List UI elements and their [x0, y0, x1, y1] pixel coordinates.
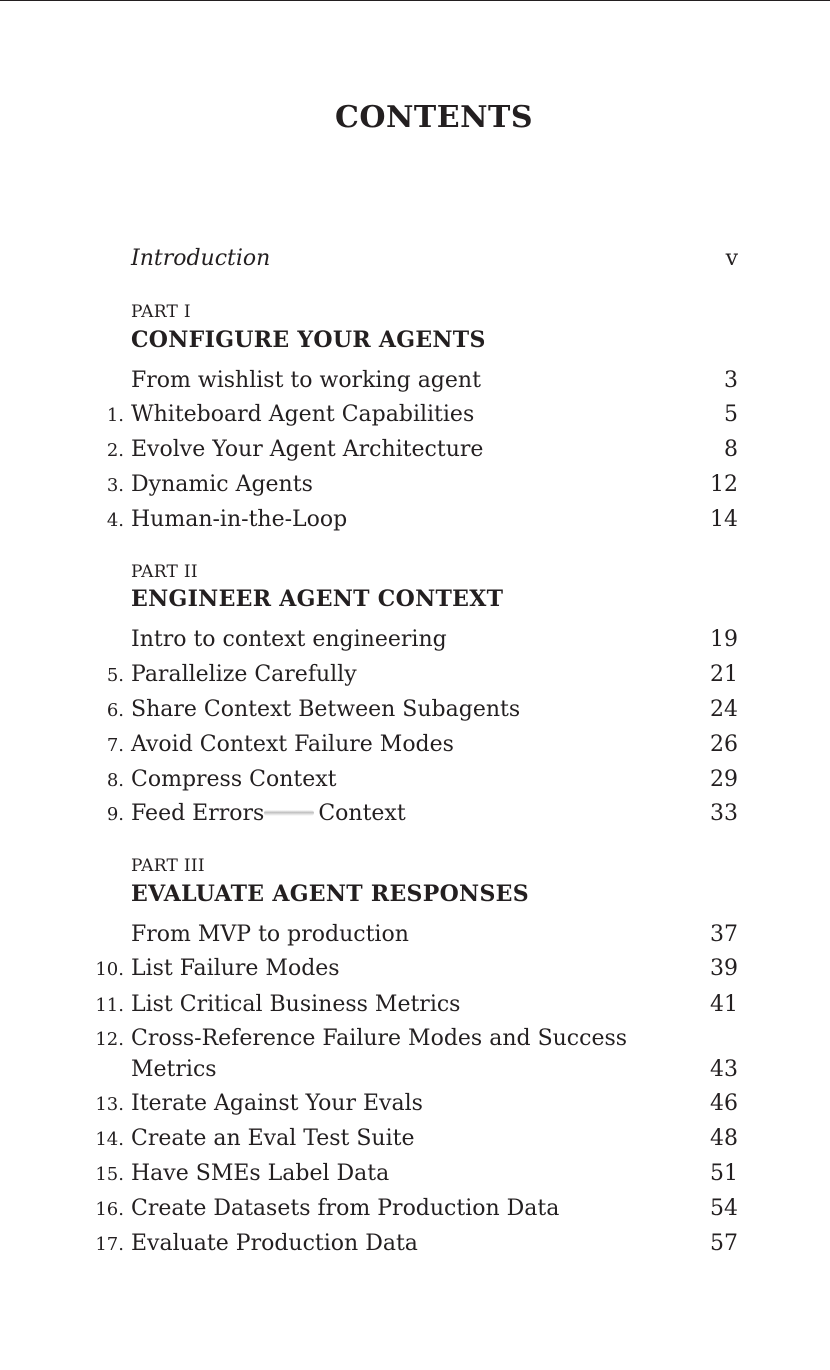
toc-entry-part-intro[interactable] — [0, 918, 830, 952]
toc-entry-page: 54 — [710, 1196, 738, 1221]
toc-entry-page: 48 — [710, 1126, 738, 1151]
toc-entry-label: Share Context Between Subagents — [131, 697, 521, 722]
toc-entry-chapter[interactable] — [0, 1192, 830, 1226]
toc-entry-chapter[interactable] — [0, 952, 830, 986]
chapter-number: 8. — [106, 770, 124, 791]
toc-entry-chapter[interactable] — [0, 1122, 830, 1156]
toc-entry-page: 51 — [710, 1161, 738, 1186]
chapter-number: 3. — [106, 475, 124, 496]
toc-entry-page: 24 — [710, 697, 738, 722]
toc-entry-chapter[interactable] — [0, 763, 830, 797]
toc-entry-page: 43 — [710, 1057, 738, 1082]
toc-entry-page: 57 — [710, 1231, 738, 1256]
toc-entry-part-intro[interactable] — [0, 364, 830, 398]
chapter-number: 5. — [106, 665, 124, 686]
toc-entry-label: Create Datasets from Production Data — [131, 1196, 560, 1221]
chapter-number: 15. — [95, 1164, 124, 1185]
toc-entry-chapter[interactable] — [0, 503, 830, 537]
chapter-number: 12. — [95, 1029, 124, 1050]
chapter-number: 1. — [106, 405, 124, 426]
toc-entry-label: Human-in-the-Loop — [131, 507, 348, 532]
toc-entry-label: Parallelize Carefully — [131, 662, 357, 687]
toc-entry-label: Evolve Your Agent Architecture — [131, 437, 484, 462]
toc-entry-page: 5 — [724, 402, 738, 427]
toc-entry-label: From MVP to production — [131, 922, 409, 947]
toc-entry-page: 29 — [710, 767, 738, 792]
chapter-number: 2. — [106, 440, 124, 461]
toc-entry-page: 12 — [710, 472, 738, 497]
chapter-number: 17. — [95, 1234, 124, 1255]
toc-entry-chapter[interactable] — [0, 398, 830, 432]
chapter-number: 14. — [95, 1129, 124, 1150]
toc-entry-page: 3 — [724, 368, 738, 393]
toc-entry-page: 21 — [710, 662, 738, 687]
toc-entry-chapter[interactable] — [0, 658, 830, 692]
toc-entry-label-start: Feed Errors — [131, 801, 265, 826]
toc-entry-label: Whiteboard Agent Capabilities — [131, 402, 475, 427]
toc-entry-chapter[interactable] — [0, 1227, 830, 1261]
toc-entry-label: Evaluate Production Data — [131, 1231, 418, 1256]
toc-entry-label: List Critical Business Metrics — [131, 992, 461, 1017]
chapter-number: 4. — [106, 510, 124, 531]
part-title: CONFIGURE YOUR AGENTS — [131, 327, 486, 353]
chapter-number: 6. — [106, 700, 124, 721]
toc-entry-chapter[interactable] — [0, 468, 830, 502]
toc-entry-page: 8 — [724, 437, 738, 462]
toc-entry-page: 39 — [710, 956, 738, 981]
page-title: CONTENTS — [334, 100, 534, 135]
toc-entry-page: 26 — [710, 732, 738, 757]
toc-entry-chapter[interactable] — [0, 988, 830, 1022]
toc-entry-page: 33 — [710, 801, 738, 826]
toc-entry-introduction[interactable] — [0, 242, 830, 276]
toc-entry-part-intro[interactable] — [0, 623, 830, 657]
toc-entry-label: Intro to context engineering — [131, 627, 447, 652]
toc-entry-chapter[interactable] — [0, 693, 830, 727]
toc-entry-chapter[interactable] — [0, 1087, 830, 1121]
chapter-number: 16. — [95, 1199, 124, 1220]
toc-entry-chapter[interactable] — [0, 433, 830, 467]
toc-entry-label: Iterate Against Your Evals — [131, 1091, 423, 1116]
chapter-number: 7. — [106, 735, 124, 756]
toc-entry-label: Introduction — [131, 246, 271, 271]
part-title: ENGINEER AGENT CONTEXT — [131, 586, 504, 612]
toc-entry-page: 41 — [710, 992, 738, 1017]
toc-entry-label: Dynamic Agents — [131, 472, 313, 497]
part-tag: PART III — [131, 856, 205, 876]
toc-entry-chapter[interactable] — [0, 1022, 830, 1087]
part-tag: PART II — [131, 562, 198, 582]
toc-entry-label: List Failure Modes — [131, 956, 340, 981]
part-tag: PART I — [131, 302, 191, 322]
chapter-number: 9. — [106, 804, 124, 825]
toc-entry-label: Compress Context — [131, 767, 337, 792]
toc-entry-chapter[interactable] — [0, 728, 830, 762]
toc-entry-label: Cross-Reference Failure Modes and Success Metrics — [131, 1026, 628, 1082]
chapter-number: 11. — [95, 995, 124, 1016]
toc-entry-label-end: Context — [318, 801, 406, 826]
toc-entry-label — [131, 797, 406, 831]
part-title: EVALUATE AGENT RESPONSES — [131, 881, 529, 907]
toc-entry-page: 37 — [710, 922, 738, 947]
toc-entry-label: Avoid Context Failure Modes — [131, 732, 454, 757]
toc-entry-page: v — [725, 246, 738, 271]
chapter-number: 10. — [95, 959, 124, 980]
toc-entry-page: 19 — [710, 627, 738, 652]
toc-entry-chapter[interactable] — [0, 797, 830, 831]
toc-entry-chapter[interactable] — [0, 1157, 830, 1191]
toc-entry-label: Create an Eval Test Suite — [131, 1126, 415, 1151]
toc-entry-label: Have SMEs Label Data — [131, 1161, 390, 1186]
toc-entry-page: 46 — [710, 1091, 738, 1116]
toc-entry-page: 14 — [710, 507, 738, 532]
toc-entry-label: From wishlist to working agent — [131, 368, 481, 393]
chapter-number: 13. — [95, 1094, 124, 1115]
ink-smudge — [264, 810, 314, 816]
